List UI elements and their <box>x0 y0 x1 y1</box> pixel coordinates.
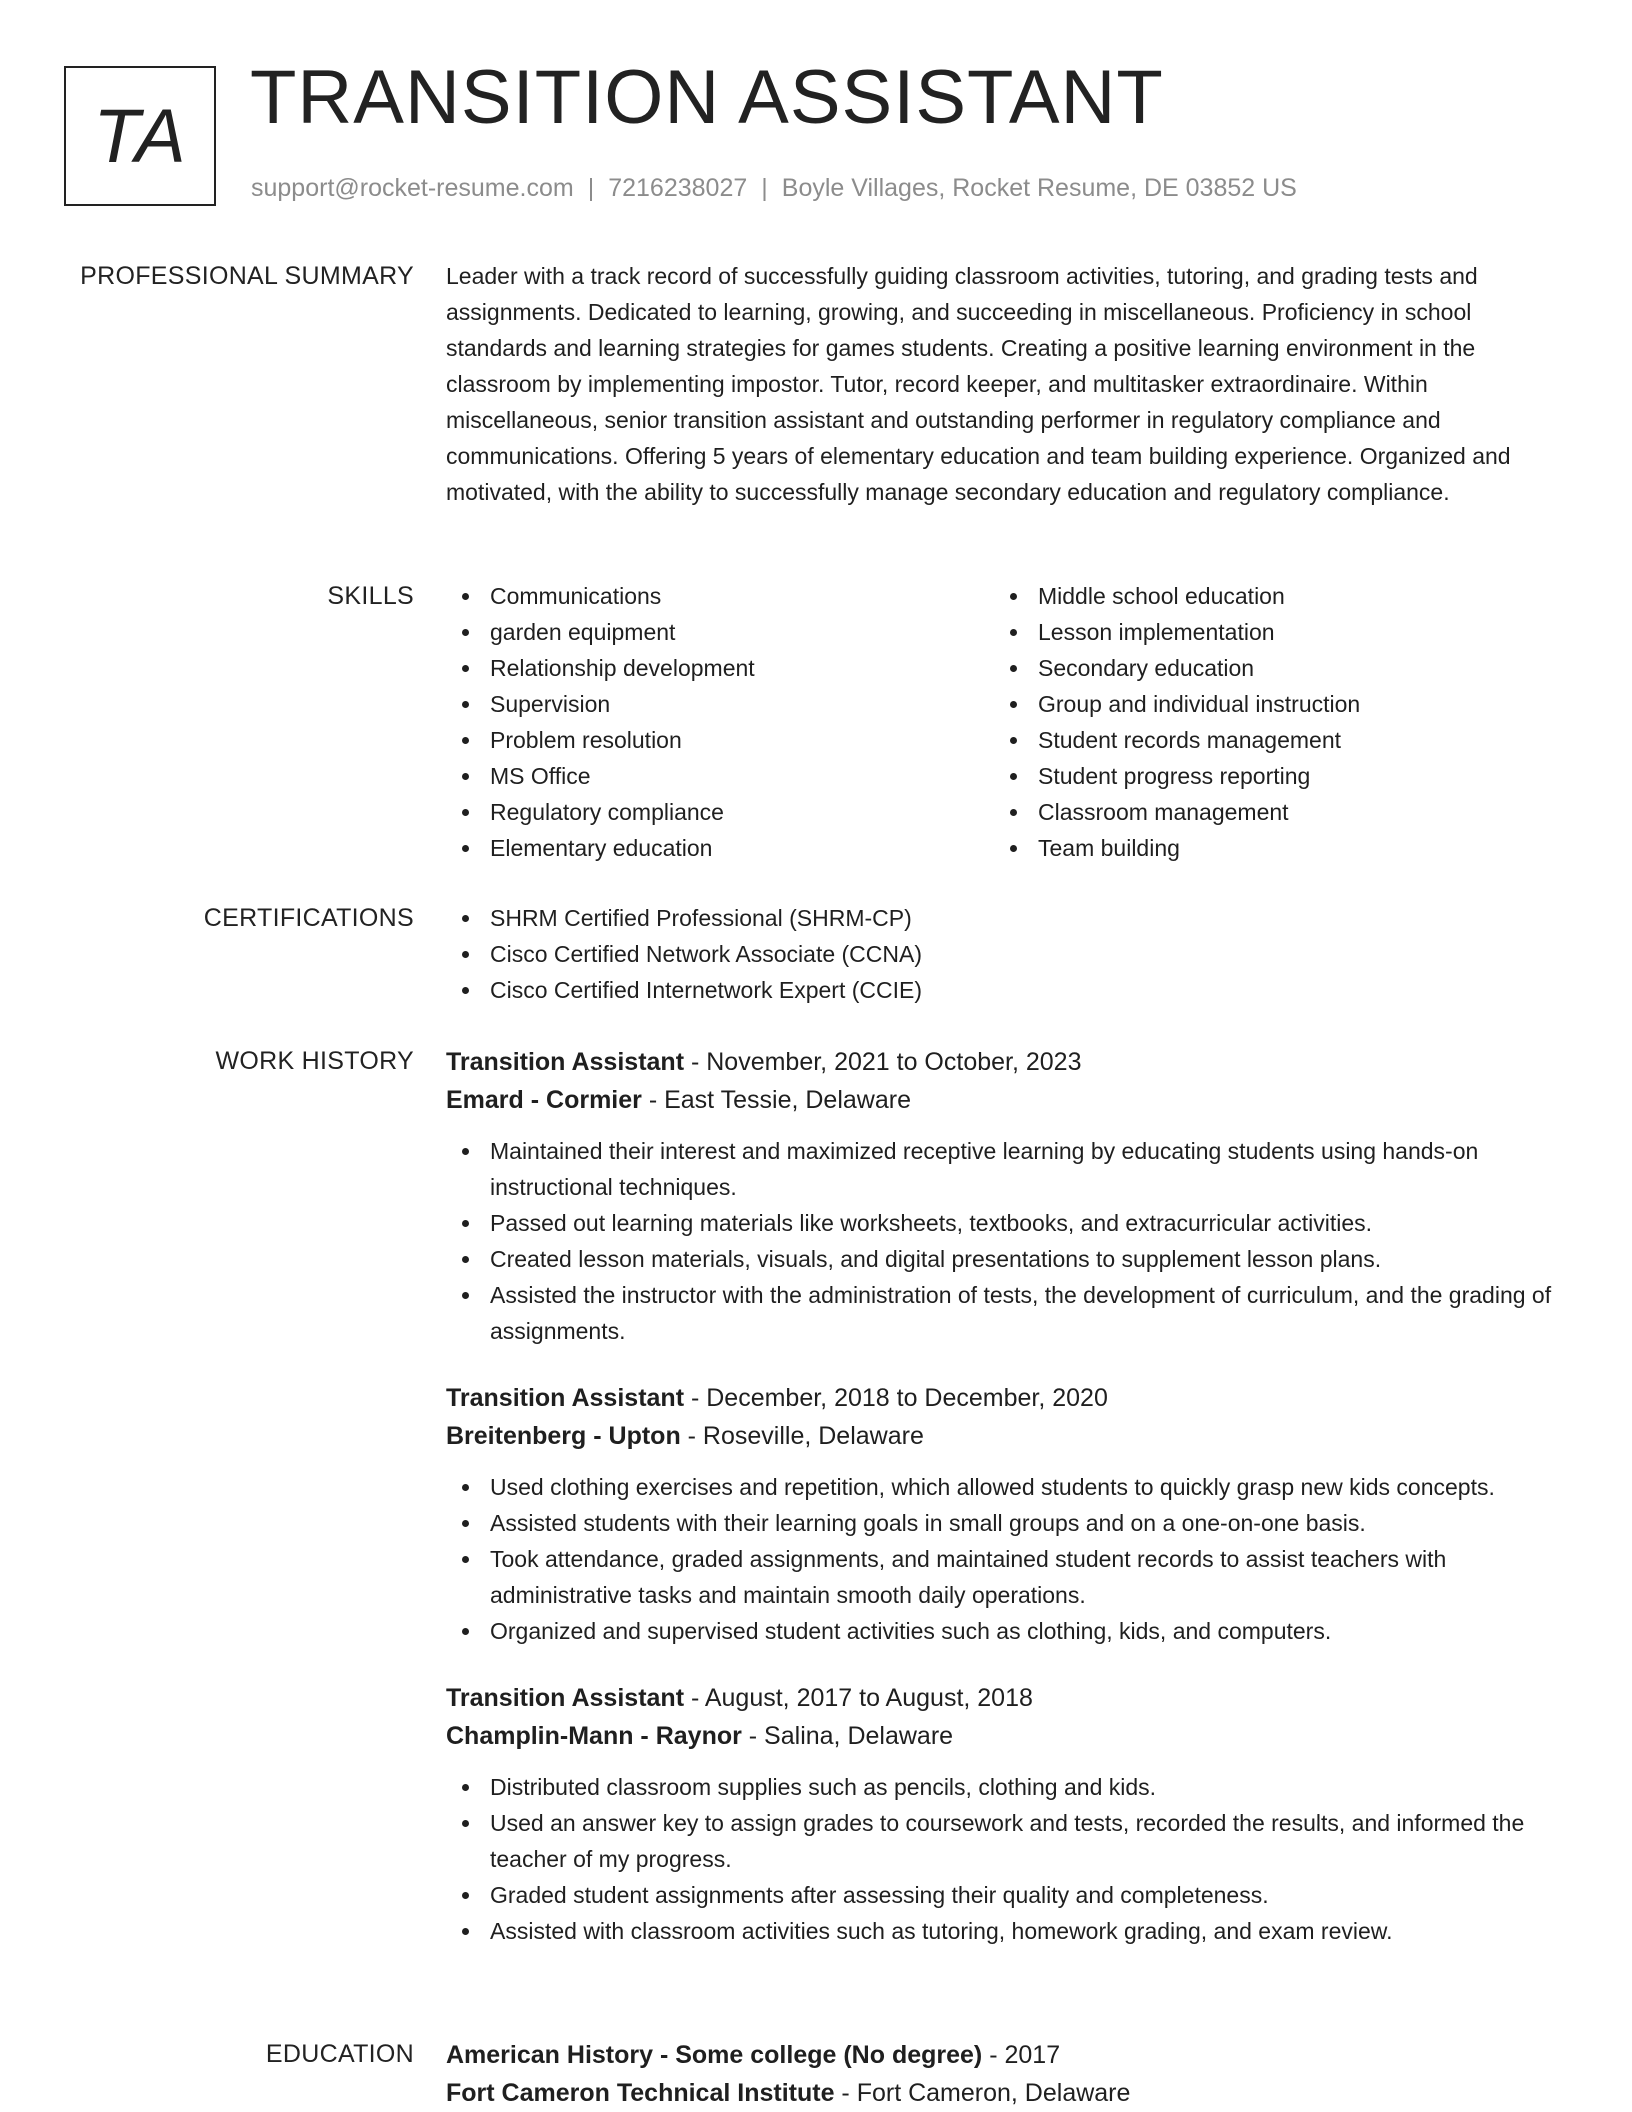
education-school-line <box>446 2074 1566 2112</box>
list-item: Used clothing exercises and repetition, which allowed students to quickly grasp new kids concepts. <box>446 1469 1566 1505</box>
skills-body <box>446 578 1566 866</box>
list-item: Relationship development <box>446 650 994 686</box>
list-item: Passed out learning materials like worksheets, textbooks, and extracurricular activities. <box>446 1205 1566 1241</box>
list-item: Maintained their interest and maximized receptive learning by educating students using hands-on instructional techniques. <box>446 1133 1566 1205</box>
job-title-line <box>446 1379 1566 1417</box>
list-item: Team building <box>994 830 1542 866</box>
list-item: Assisted with classroom activities such as tutoring, homework grading, and exam review. <box>446 1913 1566 1949</box>
summary-text: Leader with a track record of successfully guiding classroom activities, tutoring, and grading tests and assignments. Dedicated to learning, growing, and succeeding in miscellaneous. Proficiency in school standards and learning strategies for games students. Creating a positive learning environment in the classroom by implementing impostor. Tutor, record keeper, and multitasker extraordinaire. Within miscellaneous, senior transition assistant and outstanding performer in regulatory compliance and communications. Offering 5 years of elementary education and team building experience. Organized and motivated, with the ability to successfully manage secondary education and regulatory compliance. <box>446 263 1511 505</box>
education-body <box>446 2036 1566 2112</box>
contact-phone[interactable]: 7216238027 <box>608 174 748 202</box>
skills-list-left <box>446 578 994 866</box>
job-company: Emard - Cormier <box>446 1086 642 1114</box>
job-title-line <box>446 1043 1566 1081</box>
list-item: Middle school education <box>994 578 1542 614</box>
job-duties-list <box>446 1133 1566 1349</box>
section-heading: PROFESSIONAL SUMMARY <box>80 262 414 290</box>
skills-list-right <box>994 578 1542 866</box>
section-heading: WORK HISTORY <box>215 1047 414 1075</box>
list-item: Assisted students with their learning goals in small groups and on a one-on-one basis. <box>446 1505 1566 1541</box>
section-heading: EDUCATION <box>265 2040 414 2068</box>
education-degree-line <box>446 2036 1566 2074</box>
list-item: Took attendance, graded assignments, and maintained student records to assist teachers with administrative tasks and maintain smooth daily operations. <box>446 1541 1566 1613</box>
education-degree: American History - Some college (No degree) <box>446 2041 983 2069</box>
skills-grid <box>446 578 1566 866</box>
contact-separator: | <box>587 174 595 202</box>
list-item: Problem resolution <box>446 722 994 758</box>
list-item: Used an answer key to assign grades to coursework and tests, recorded the results, and informed the teacher of my progress. <box>446 1805 1566 1877</box>
list-item: SHRM Certified Professional (SHRM-CP) <box>446 900 1566 936</box>
job-entry <box>446 1679 1566 1949</box>
contact-line <box>251 174 1297 203</box>
list-item: Lesson implementation <box>994 614 1542 650</box>
certifications-list <box>446 900 1566 1008</box>
job-duties-list <box>446 1769 1566 1949</box>
list-item: Created lesson materials, visuals, and digital presentations to supplement lesson plans. <box>446 1241 1566 1277</box>
job-location: - East Tessie, Delaware <box>641 1086 911 1114</box>
job-title: Transition Assistant <box>446 1384 685 1412</box>
job-company-line <box>446 1717 1566 1755</box>
list-item: garden equipment <box>446 614 994 650</box>
list-item: Cisco Certified Network Associate (CCNA) <box>446 936 1566 972</box>
section-heading: CERTIFICATIONS <box>203 904 414 932</box>
contact-separator: | <box>761 174 768 202</box>
list-item: Communications <box>446 578 994 614</box>
page-title: TRANSITION ASSISTANT <box>250 55 1164 140</box>
list-item: Classroom management <box>994 794 1542 830</box>
job-entry <box>446 1043 1566 1349</box>
section-heading: SKILLS <box>327 582 414 610</box>
job-location: - Salina, Delaware <box>741 1722 954 1750</box>
list-item: Supervision <box>446 686 994 722</box>
list-item: Cisco Certified Internetwork Expert (CCIE) <box>446 972 1566 1008</box>
list-item: Elementary education <box>446 830 994 866</box>
job-company: Champlin-Mann - Raynor <box>446 1722 742 1750</box>
job-company-line <box>446 1417 1566 1455</box>
list-item: Regulatory compliance <box>446 794 994 830</box>
job-title: Transition Assistant <box>446 1684 685 1712</box>
list-item: Group and individual instruction <box>994 686 1542 722</box>
list-item: Student records management <box>994 722 1542 758</box>
job-duties-list <box>446 1469 1566 1649</box>
education-year: - 2017 <box>982 2041 1061 2069</box>
monogram-logo: TA <box>64 66 216 206</box>
list-item: Distributed classroom supplies such as pencils, clothing and kids. <box>446 1769 1566 1805</box>
list-item: Graded student assignments after assessing their quality and completeness. <box>446 1877 1566 1913</box>
job-title: Transition Assistant <box>446 1048 685 1076</box>
job-dates: - December, 2018 to December, 2020 <box>684 1384 1108 1412</box>
job-company-line <box>446 1081 1566 1119</box>
job-dates: - August, 2017 to August, 2018 <box>684 1684 1033 1712</box>
education-school: Fort Cameron Technical Institute <box>446 2079 835 2107</box>
job-dates: - November, 2021 to October, 2023 <box>684 1048 1082 1076</box>
list-item: MS Office <box>446 758 994 794</box>
contact-email[interactable]: support@rocket-resume.com <box>251 174 574 202</box>
job-location: - Roseville, Delaware <box>680 1422 924 1450</box>
list-item: Secondary education <box>994 650 1542 686</box>
education-location: - Fort Cameron, Delaware <box>834 2079 1131 2107</box>
contact-address: Boyle Villages, Rocket Resume, DE 03852 US <box>781 174 1297 202</box>
summary-body <box>446 258 1566 510</box>
list-item: Organized and supervised student activities such as clothing, kids, and computers. <box>446 1613 1566 1649</box>
certifications-body <box>446 900 1566 1008</box>
job-title-line <box>446 1679 1566 1717</box>
work-history-body <box>446 1043 1566 1979</box>
job-entry <box>446 1379 1566 1649</box>
list-item: Assisted the instructor with the administration of tests, the development of curriculum, and the grading of assignments. <box>446 1277 1566 1349</box>
list-item: Student progress reporting <box>994 758 1542 794</box>
job-company: Breitenberg - Upton <box>446 1422 681 1450</box>
